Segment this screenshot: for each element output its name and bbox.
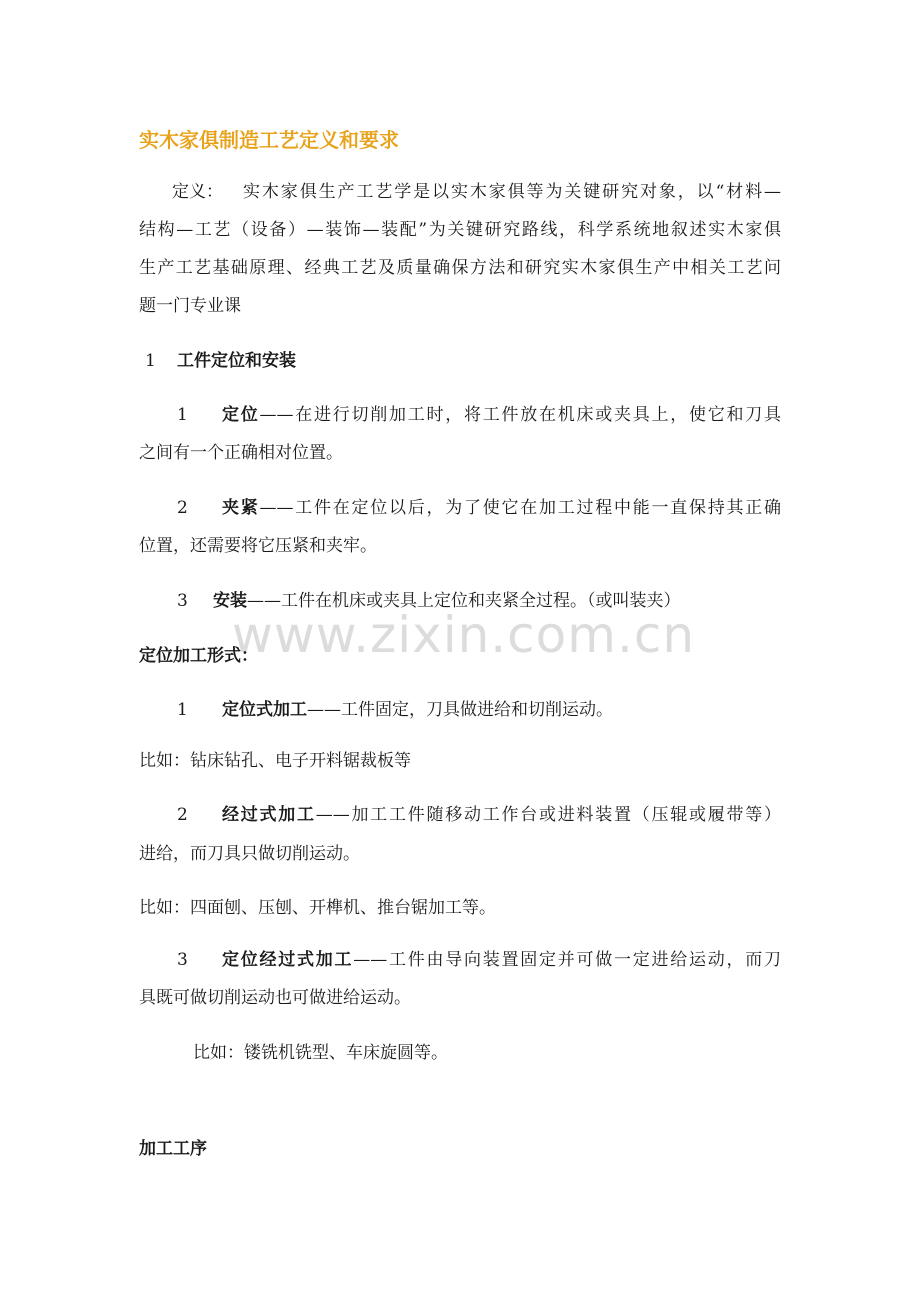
- item-number: 2: [177, 498, 188, 518]
- item-number: 1: [177, 405, 188, 425]
- form-text: ——工件固定，刀具做进给和切削运动。: [307, 700, 613, 720]
- item-line: [222, 496, 781, 520]
- form-term: 定位式加工: [222, 700, 307, 720]
- item-continuation: 之间有一个正确相对位置。: [139, 443, 343, 463]
- process-heading: 加工工序: [139, 1139, 207, 1159]
- form-continuation: 进给，而刀具只做切削运动。: [139, 844, 360, 864]
- watermark: www.zixin.com.cn: [232, 606, 696, 664]
- form-text: ——工件由导向装置固定并可做一定进给运动，而刀: [353, 950, 781, 970]
- definition-label: 定义：: [172, 182, 223, 202]
- definition-line-3: 生产工艺基础原理、经典工艺及质量确保方法和研究实木家俱生产中相关工艺问: [139, 258, 781, 278]
- form-example: 比如：四面刨、压刨、开榫机、推台锯加工等。: [139, 898, 496, 918]
- form-line: [222, 803, 781, 827]
- section-number: 1: [145, 351, 156, 371]
- form-number: 1: [177, 700, 188, 720]
- forms-heading: 定位加工形式：: [139, 646, 258, 666]
- form-example: 比如：钻床钻孔、电子开料锯裁板等: [139, 751, 411, 771]
- form-line: [222, 948, 781, 972]
- definition-line-2: 结构—工艺（设备）—装饰—装配”为关键研究路线，科学系统地叙述实木家俱: [139, 220, 781, 240]
- form-line: [222, 698, 613, 722]
- item-text: ——工件在机床或夹具上定位和夹紧全过程。（或叫装夹）: [247, 591, 681, 611]
- item-line: [222, 403, 781, 427]
- section-heading: 工件定位和安装: [177, 351, 296, 371]
- item-term: 夹紧: [222, 498, 260, 518]
- form-term: 定位经过式加工: [222, 950, 354, 970]
- item-line: [213, 589, 681, 613]
- document-title: 实木家俱制造工艺定义和要求: [139, 128, 399, 152]
- item-term: 安装: [213, 591, 247, 611]
- item-number: 3: [177, 591, 188, 611]
- form-number: 3: [177, 950, 188, 970]
- form-text: ——加工工件随移动工作台或进料装置（压辊或履带等）: [315, 805, 781, 825]
- form-number: 2: [177, 805, 188, 825]
- item-text: ——工件在定位以后，为了使它在加工过程中能一直保持其正确: [259, 498, 781, 518]
- item-text: ——在进行切削加工时，将工件放在机床或夹具上，使它和刀具: [259, 405, 781, 425]
- item-continuation: 位置，还需要将它压紧和夹牢。: [139, 536, 377, 556]
- form-continuation: 具既可做切削运动也可做进给运动。: [139, 988, 411, 1008]
- definition-line-4: 题一门专业课: [139, 296, 241, 316]
- definition-line-1: 实木家俱生产工艺学是以实木家俱等为关键研究对象，以“材料—: [243, 182, 781, 202]
- form-term: 经过式加工: [222, 805, 316, 825]
- item-term: 定位: [222, 405, 260, 425]
- form-example: 比如：镂铣机铣型、车床旋圆等。: [193, 1043, 448, 1063]
